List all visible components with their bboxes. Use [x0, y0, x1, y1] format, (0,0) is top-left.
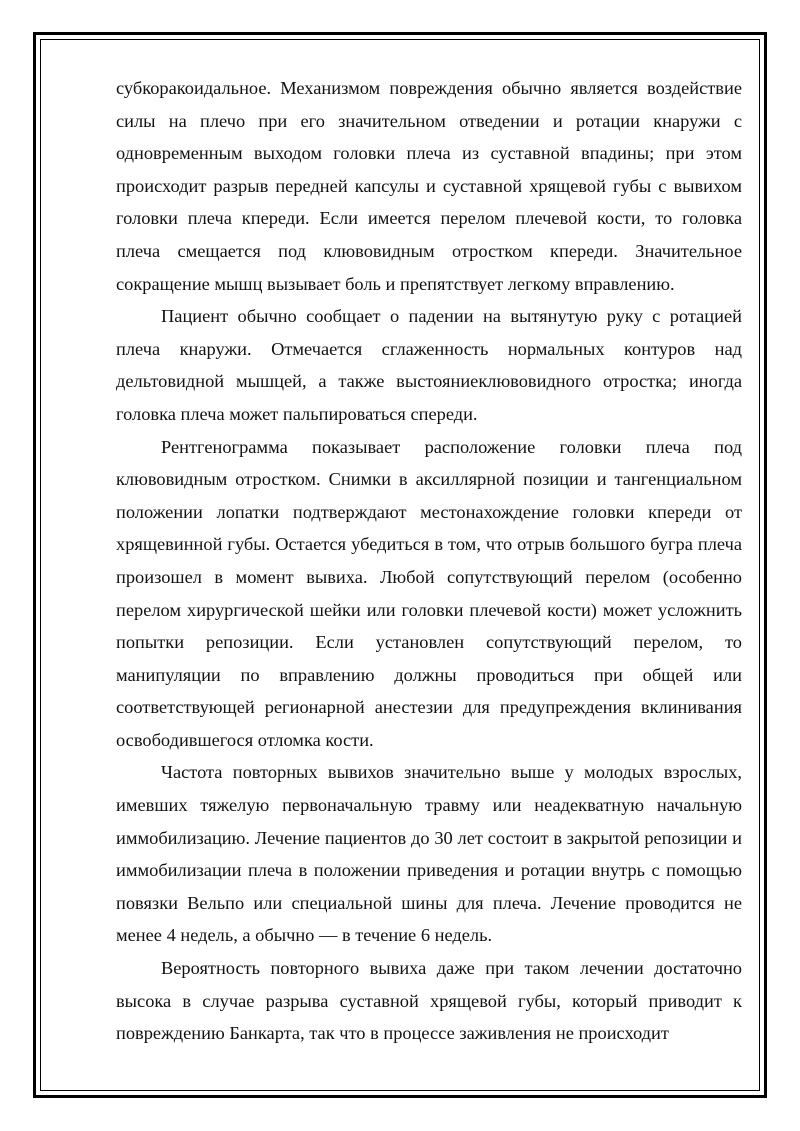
paragraph-1: субкоракоидальное. Механизмом повреждения обычно является воздействие силы на плечо при его значительном отведении и ротации кнаружи с одновременным выходом головки плеча из суставной впадины; при этом происходит разрыв передней капсулы и суставной хрящевой губы с вывихом головки плеча кпереди. Если имеется перелом плечевой кости, то головка плеча смещается под клювовидным отростком кпереди. Значительное сокращение мышц вызывает боль и препятствует легкому вправлению. [116, 78, 742, 294]
document-body [116, 72, 742, 1050]
paragraph-2: Пациент обычно сообщает о падении на вытянутую руку с ротацией плеча кнаружи. Отмечается сглаженность нормальных контуров над дельтовидной мышцей, а также выстояниеклювовидного отростка; иногда головка плеча может пальпироваться спереди. [116, 306, 742, 424]
paragraph-3: Рентгенограмма показывает расположение головки плеча под клювовидным отростком. Снимки в аксиллярной позиции и тангенциальном положении лопатки подтверждают местонахождение головки кпереди от хрящевинной губы. Остается убедиться в том, что отрыв большого бугра плеча произошел в момент вывиха. Любой сопутствующий перелом (особенно перелом хирургической шейки или головки плечевой кости) может усложнить попытки репозиции. Если установлен сопутствующий перелом, то манипуляции по вправлению должны проводиться при общей или соответствующей регионарной анестезии для предупреждения вклинивания освободившегося отломка кости. [116, 436, 742, 750]
paragraph-4: Частота повторных вывихов значительно выше у молодых взрослых, имевших тяжелую первоначальную травму или неадекватную начальную иммобилизацию. Лечение пациентов до 30 лет состоит в закрытой репозиции и иммобилизации плеча в положении приведения и ротации внутрь с помощью повязки Вельпо или специальной шины для плеча. Лечение проводится не менее 4 недель, а обычно — в течение 6 недель. [116, 762, 742, 946]
paragraph-5: Вероятность повторного вывиха даже при таком лечении достаточно высока в случае разрыва суставной хрящевой губы, который приводит к повреждению Банкарта, так что в процессе заживления не происходит [116, 958, 742, 1044]
